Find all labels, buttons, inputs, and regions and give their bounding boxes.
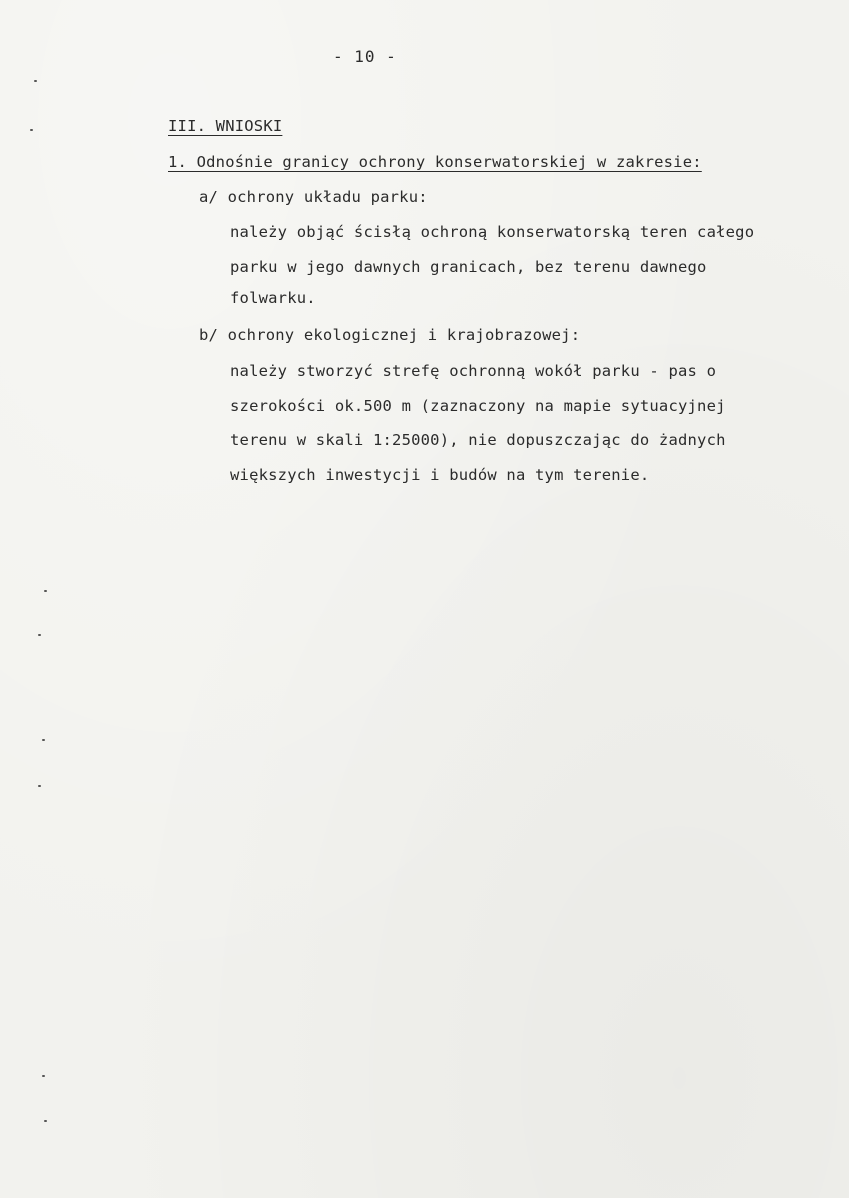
item-a-line-2: parku w jego dawnych granicach, bez terenu dawnego [230, 258, 707, 276]
item-b-line-1: należy stworzyć strefę ochronną wokół parku - pas o [230, 362, 717, 380]
scan-speck [44, 1120, 47, 1122]
item-b-line-3: terenu w skali 1:25000), nie dopuszczając do żadnych [230, 431, 726, 449]
scan-speck [42, 1075, 45, 1077]
item-b-heading: b/ ochrony ekologicznej i krajobrazowej: [199, 326, 581, 344]
scan-speck [38, 634, 41, 636]
item-a-line-1: należy objąć ścisłą ochroną konserwatorską teren całego [230, 223, 755, 241]
item-b-line-4: większych inwestycji i budów na tym terenie. [230, 466, 650, 484]
section-heading: III. WNIOSKI [168, 117, 283, 135]
scan-speck [42, 739, 45, 741]
item-a-heading: a/ ochrony układu parku: [199, 188, 428, 206]
item-a-line-3: folwarku. [230, 289, 316, 307]
scan-speck [30, 129, 33, 131]
scan-speck [34, 80, 37, 82]
page-number: - 10 - [333, 47, 397, 66]
item-b-line-2: szerokości ok.500 m (zaznaczony na mapie sytuacyjnej [230, 397, 726, 415]
scan-speck [38, 785, 41, 787]
scan-speck [44, 590, 47, 592]
point-1-heading: 1. Odnośnie granicy ochrony konserwatorskiej w zakresie: [168, 153, 702, 171]
